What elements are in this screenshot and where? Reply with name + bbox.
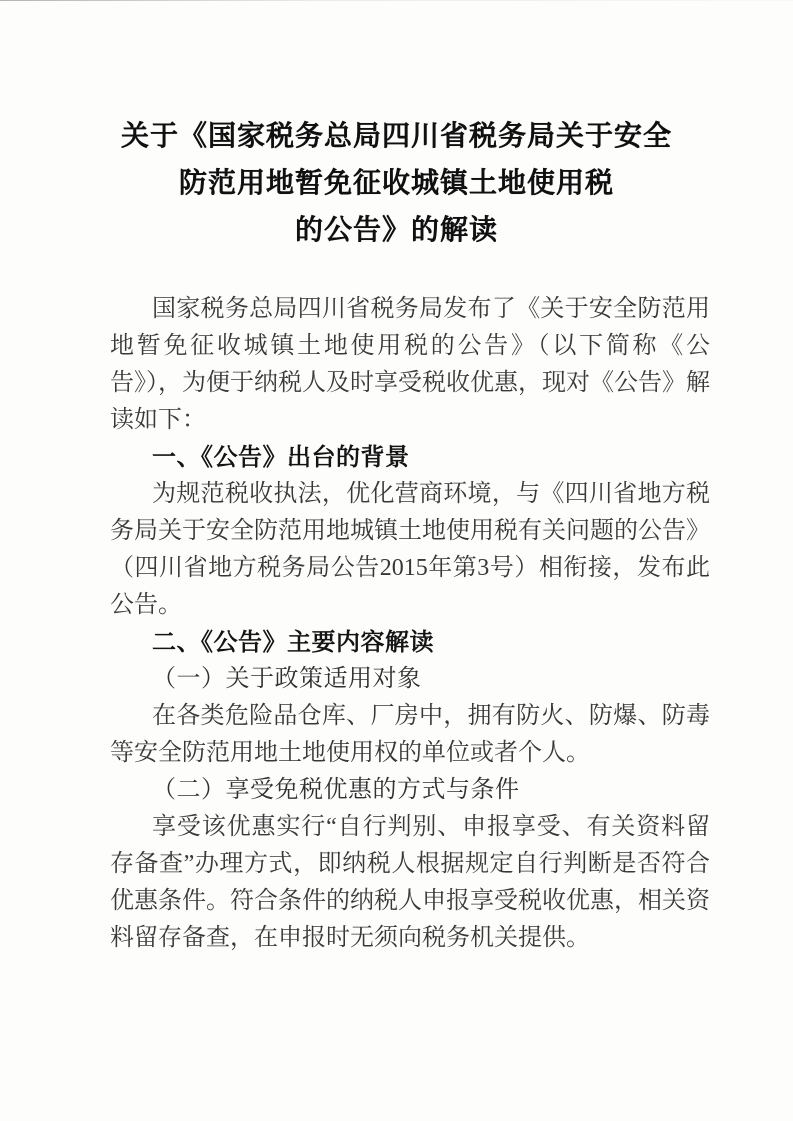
section-2-heading: 二、《公告》主要内容解读	[152, 629, 434, 656]
section-1-paragraph: 为规范税收执法，优化营商环境，与《四川省地方税务局关于安全防范用地城镇土地使用税有关问题的公告》（四川省地方税务局公告2015年第3号）相衔接，发布此公告。	[110, 481, 710, 618]
subsection-2-2-paragraph: 享受该优惠实行“自行判别、申报享受、有关资料留存备查”办理方式，即纳税人根据规定自行判断是否符合优惠条件。符合条件的纳税人申报享受税收优惠，相关资料留存备查，在申报时无须向税务机关提供。	[110, 814, 710, 951]
section-1-heading: 一、《公告》出台的背景	[152, 444, 410, 471]
subsection-2-2-heading: （二）享受免税优惠的方式与条件	[152, 777, 520, 803]
title-line-3: 的公告》的解读	[294, 215, 498, 246]
scan-edge-artifact	[0, 0, 793, 1]
subsection-2-1-heading: （一）关于政策适用对象	[152, 666, 422, 692]
document-body	[110, 291, 710, 957]
title-line-1: 关于《国家税务总局四川省税务局关于安全	[120, 121, 672, 152]
title-line-2: 防范用地暂免征收城镇土地使用税	[178, 168, 614, 199]
document-title	[58, 113, 735, 254]
subsection-2-1-paragraph: 在各类危险品仓库、厂房中，拥有防火、防爆、防毒等安全防范用地土地使用权的单位或者个人。	[110, 703, 710, 766]
intro-paragraph: 国家税务总局四川省税务局发布了《关于安全防范用地暂免征收城镇土地使用税的公告》（以下简称《公告》），为便于纳税人及时享受税收优惠，现对《公告》解读如下：	[110, 296, 710, 433]
